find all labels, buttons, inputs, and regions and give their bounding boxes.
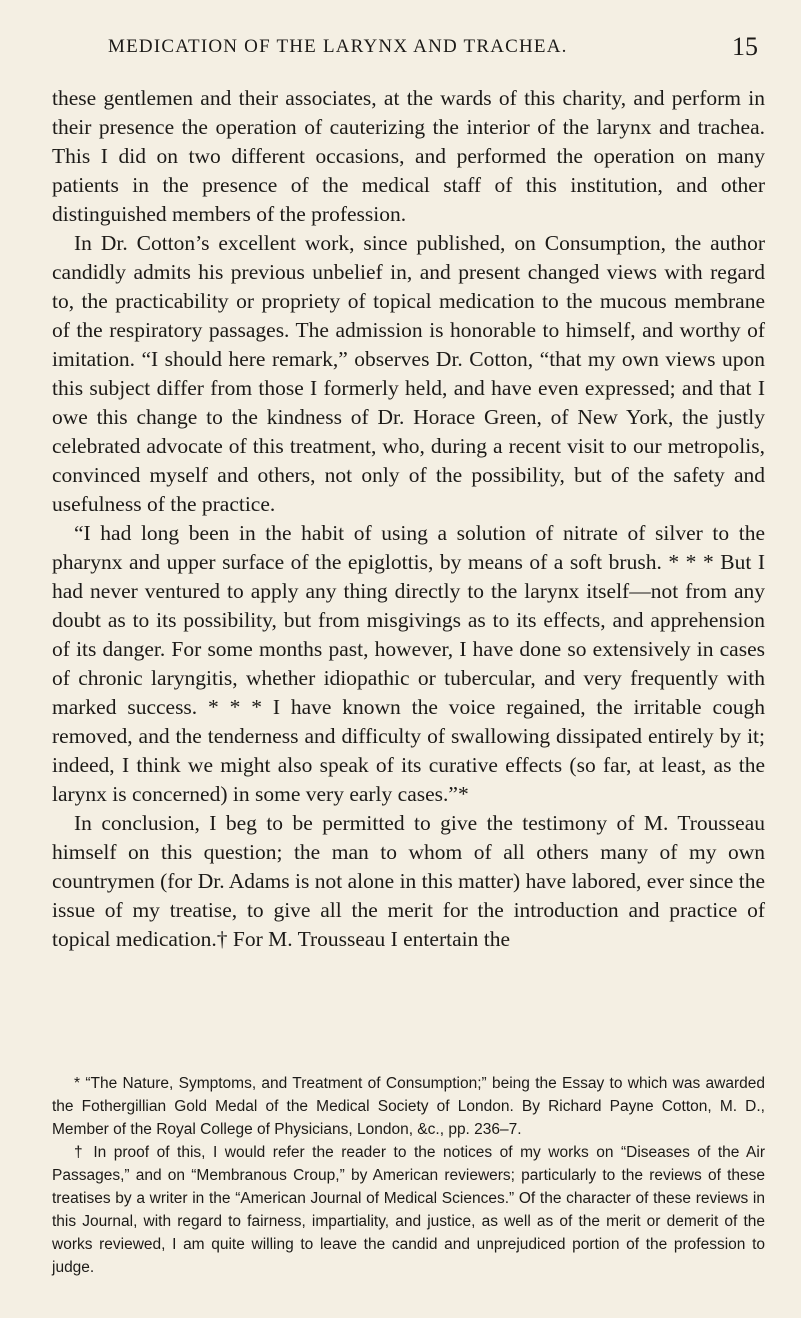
paragraph-1: these gentlemen and their associates, at the wards of this charity, and perform in their presence the operation of cauterizing the interior of the larynx and trachea. This I did on two different occasions, and performed the operation on many patients in the presence of the medical staff of this institution, and other distinguished members of the profession. [52, 86, 765, 226]
footnotes [52, 1072, 765, 1279]
running-title: MEDICATION OF THE LARYNX AND TRACHEA. [108, 36, 568, 57]
footnote-2: † In proof of this, I would refer the reader to the notices of my works on “Diseases of the Air Passages,” and on “Membranous Croup,” by American reviewers; particularly to the reviews of these treatises by a writer in the “American Journal of Medical Sciences.” Of the character of these reviews in this Journal, with regard to fairness, impartiality, and justice, as well as of the merit or demerit of the works reviewed, I am quite willing to leave the candid and unprejudiced portion of the profession to judge. [52, 1144, 765, 1276]
page-number: 15 [732, 32, 758, 61]
paragraph-2: In Dr. Cotton’s excellent work, since published, on Consumption, the author candidly admits his previous unbelief in, and present changed views with regard to, the practicability or propriety of topical medication to the mucous membrane of the respiratory passages. The admission is honorable to himself, and worthy of imitation. “I should here remark,” observes Dr. Cotton, “that my own views upon this subject differ from those I formerly held, and have even expressed; and that I owe this change to the kindness of Dr. Horace Green, of New York, the justly celebrated advocate of this treatment, who, during a recent visit to our metropolis, convinced myself and others, not only of the possibility, but of the safety and usefulness of the practice. [52, 231, 765, 516]
footnote-1: * “The Nature, Symptoms, and Treatment of Consumption;” being the Essay to which was awarded the Fothergillian Gold Medal of the Medical Society of London. By Richard Payne Cotton, M. D., Member of the Royal College of Physicians, London, &c., pp. 236–7. [52, 1075, 765, 1138]
page-header [108, 34, 758, 64]
paragraph-4: In conclusion, I beg to be permitted to give the testimony of M. Trousseau himself on this question; the man to whom of all others many of my own countrymen (for Dr. Adams is not alone in this matter) have labored, ever since the issue of my treatise, to give all the merit for the introduction and practice of topical medication.† For M. Trousseau I entertain the [52, 811, 765, 951]
paragraph-3: “I had long been in the habit of using a solution of nitrate of silver to the pharynx and upper surface of the epiglottis, by means of a soft brush. * * * But I had never ventured to apply any thing directly to the larynx itself—not from any doubt as to its possibility, but from misgivings as to its effects, and apprehension of its danger. For some months past, however, I have done so extensively in cases of chronic laryngitis, whether idiopathic or tubercular, and very frequently with marked success. * * * I have known the voice regained, the irritable cough removed, and the tenderness and difficulty of swallowing dissipated entirely by it; indeed, I think we might also speak of its curative effects (so far, at least, as the larynx is concerned) in some very early cases.”* [52, 521, 765, 806]
body-text [52, 84, 765, 954]
